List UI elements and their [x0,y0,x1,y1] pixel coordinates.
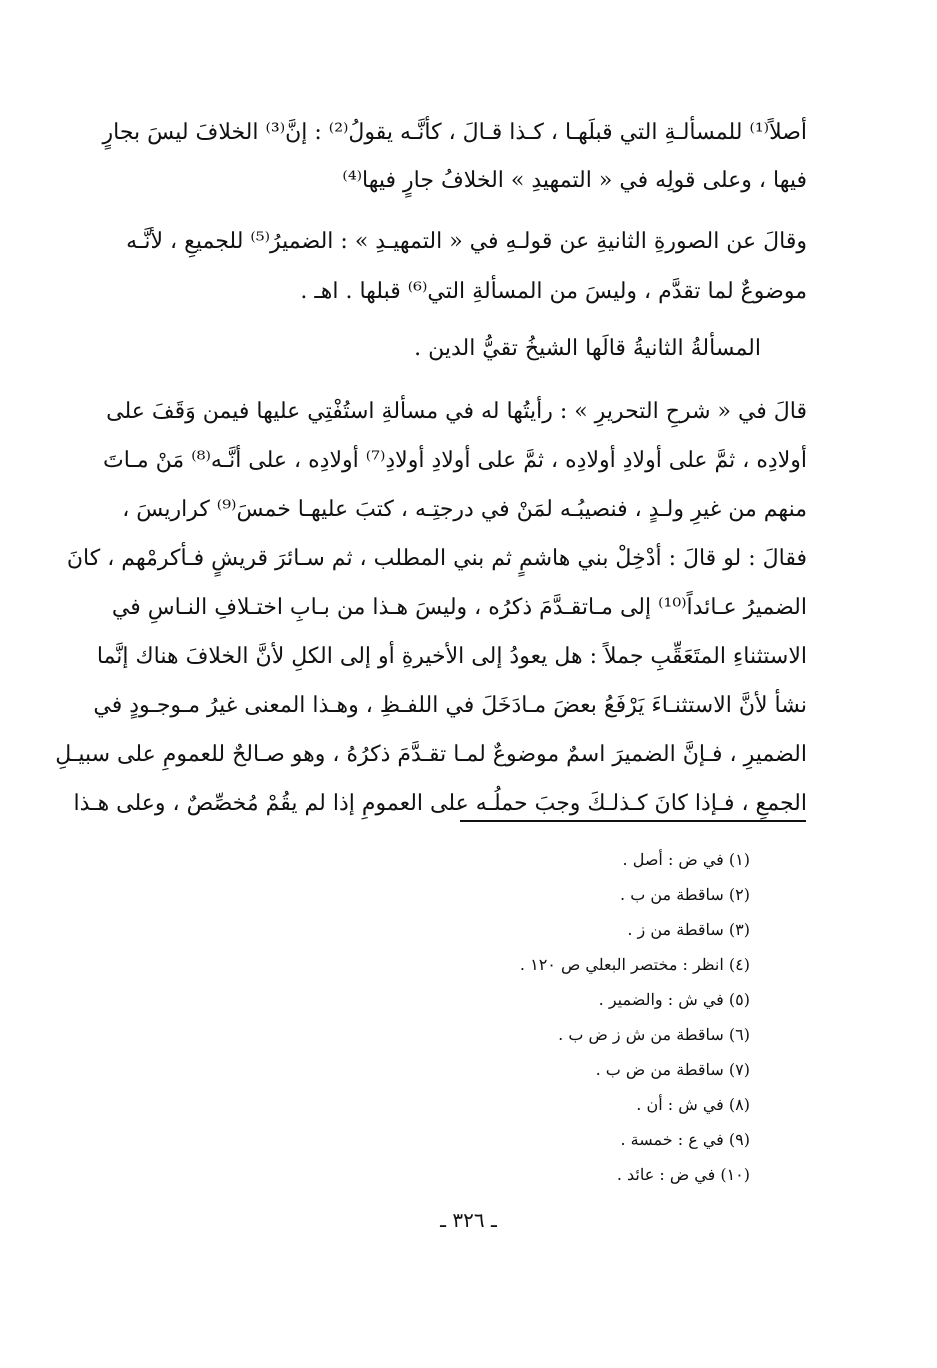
body-line: أصلاً⁽¹⁾ للمسألـةِ التي قبلَهـا ، كـذا قـالَ ، كأنَّـه يقولُ⁽²⁾ : إنَّ⁽³⁾ الخلافَ ليسَ بجارٍ [102,120,807,145]
footnote: (١٠) في ض : عائد . [616,1165,750,1184]
body-line: فيها ، وعلى قولِه في « التمهيدِ » الخلافُ جارٍ فيها⁽⁴⁾ [342,168,807,193]
footnote: (٩) في ع : خمسة . [620,1130,750,1149]
body-line: الجمعِ ، فـإذا كانَ كـذلـكَ وجبَ حملُـه على العمومِ إذا لم يقُمْ مُخصِّصٌ ، وعلى هـذا [73,791,807,816]
footnote-separator [460,820,806,822]
footnote: (٧) ساقطة من ض ب . [595,1060,750,1079]
body-line: وقالَ عن الصورةِ الثانيةِ عن قولـهِ في « التمهيـدِ » : الضميرُ⁽⁵⁾ للجميعِ ، لأنَّـه [126,229,807,254]
body-line: قالَ في « شرحِ التحريرِ » : رأيتُها له في مسألةِ استُفْتِي عليها فيمن وَقَفَ على [106,399,807,424]
body-line: فقالَ : لو قالَ : أدْخِلْ بني هاشمٍ ثم بني المطلب ، ثم سـائرَ قريشٍ فـأكرمْهم ، كانَ [66,546,807,571]
footnote: (٤) انظر : مختصر البعلي ص ١٢٠ . [519,955,750,974]
body-line: أولادِه ، ثمَّ على أولادِ أولادِه ، ثمَّ على أولادِ أولادِ⁽⁷⁾ أولادِه ، على أنَّـه⁽⁸⁾ مَنْ مـاتَ [103,448,807,473]
body-line: الضميرُ عـائداً⁽¹⁰⁾ إلى مـاتقـدَّمَ ذكرُه ، وليسَ هـذا من بـابِ اختـلافِ النـاسِ في [111,595,807,620]
body-line: موضوعٌ لما تقدَّم ، وليسَ من المسألةِ التي⁽⁶⁾ قبلها . اهـ . [300,279,807,304]
footnote: (٦) ساقطة من ش ز ض ب . [558,1025,750,1044]
body-line: المسألةُ الثانيةُ قالَها الشيخُ تقيُّ الدين . [414,336,761,361]
footnote: (٥) في ش : والضمير . [598,990,750,1009]
body-line: نشأ لأنَّ الاستثنـاءَ يَرْفَعُ بعضَ مـادَخَلَ في اللفـظِ ، وهـذا المعنى غيرُ مـوجـودٍ في [93,693,807,718]
body-line: منهم من غيرِ ولـدٍ ، فنصيبُـه لمَنْ في درجتِـه ، كتبَ عليهـا خمسَ⁽⁹⁾ كراريسَ ، [122,497,807,522]
footnote: (١) في ض : أصل . [622,850,750,869]
footnote: (٣) ساقطة من ز . [627,920,750,939]
body-line: الضميرِ ، فـإنَّ الضميرَ اسمٌ موضوعٌ لمـا تقـدَّمَ ذكرُهُ ، وهو صـالحٌ للعمومِ على سبيـلِ [55,742,807,767]
body-line: الاستثناءِ المتَعَقِّبِ جملاً : هل يعودُ إلى الأخيرةِ أو إلى الكلِ لأنَّ الخلافَ هناك إنَّما [96,644,807,669]
page-number: ـ ٣٢٦ ـ [440,1208,497,1232]
footnote: (٨) في ش : أن . [636,1095,750,1114]
footnote: (٢) ساقطة من ب . [620,885,750,904]
